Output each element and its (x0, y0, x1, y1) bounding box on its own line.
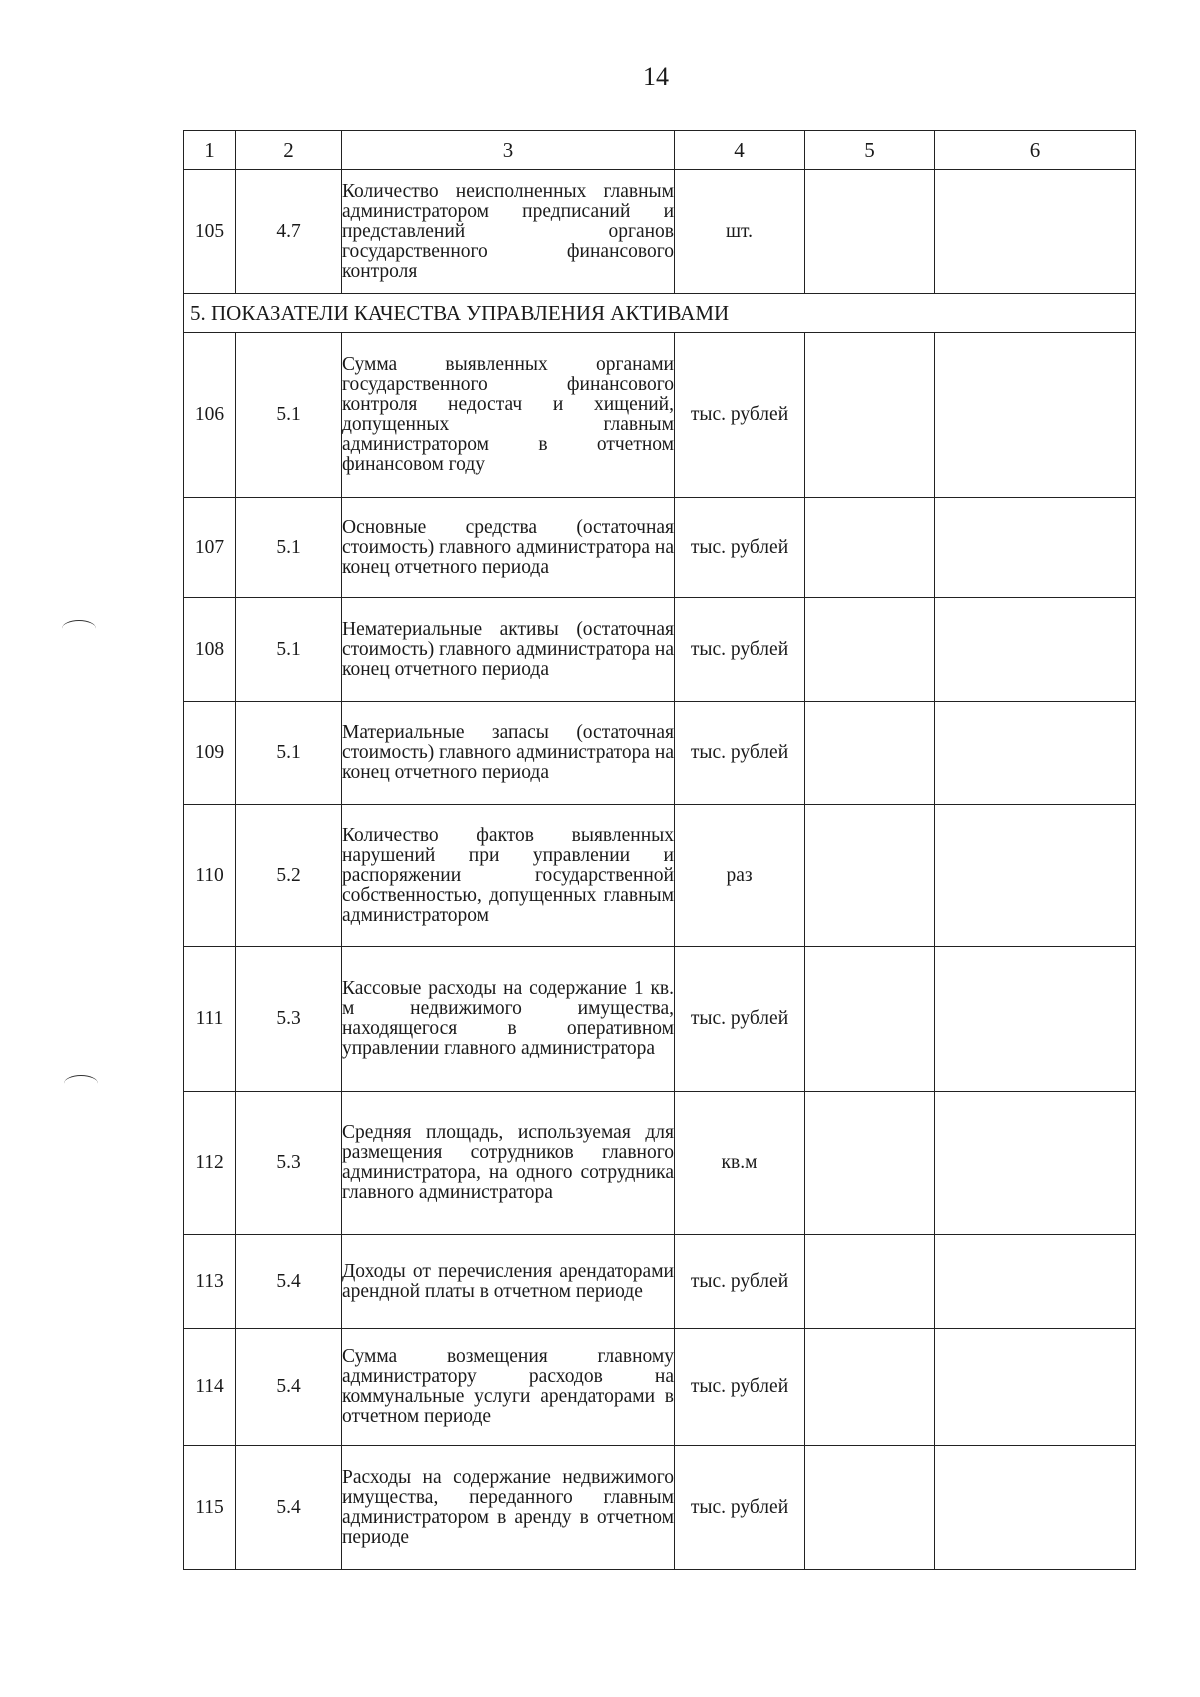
value-cell-col6 (935, 702, 1136, 805)
column-header: 5 (805, 131, 935, 170)
value-cell-col5 (805, 498, 935, 598)
table-row (184, 498, 1136, 598)
table-row (184, 1092, 1136, 1235)
value-cell-col6 (935, 1235, 1136, 1329)
row-number-cell: 106 (184, 333, 236, 498)
unit-cell: тыс. рублей (675, 333, 805, 498)
table-row (184, 333, 1136, 498)
column-header: 1 (184, 131, 236, 170)
section-heading: 5. ПОКАЗАТЕЛИ КАЧЕСТВА УПРАВЛЕНИЯ АКТИВАМИ (184, 294, 1136, 333)
row-number-cell: 113 (184, 1235, 236, 1329)
value-cell-col5 (805, 947, 935, 1092)
row-number-cell: 107 (184, 498, 236, 598)
value-cell-col6 (935, 333, 1136, 498)
value-cell-col5 (805, 333, 935, 498)
value-cell-col6 (935, 598, 1136, 702)
indicator-description-cell: Количество неисполненных главным администратором предписаний и представлений органов государственного финансового контроля (342, 170, 675, 294)
indicator-description-cell: Нематериальные активы (остаточная стоимость) главного администратора на конец отчетного периода (342, 598, 675, 702)
value-cell-col5 (805, 598, 935, 702)
indicator-code-cell: 5.4 (236, 1446, 342, 1570)
table-row (184, 170, 1136, 294)
row-number-cell: 105 (184, 170, 236, 294)
indicators-table-body (184, 131, 1136, 1570)
unit-cell: тыс. рублей (675, 1235, 805, 1329)
unit-cell: тыс. рублей (675, 598, 805, 702)
value-cell-col5 (805, 170, 935, 294)
unit-cell: тыс. рублей (675, 498, 805, 598)
row-number-cell: 109 (184, 702, 236, 805)
row-number-cell: 115 (184, 1446, 236, 1570)
table-row (184, 598, 1136, 702)
unit-cell: тыс. рублей (675, 947, 805, 1092)
indicator-code-cell: 5.1 (236, 333, 342, 498)
row-number-cell: 111 (184, 947, 236, 1092)
column-header-row (184, 131, 1136, 170)
row-number-cell: 112 (184, 1092, 236, 1235)
unit-cell: шт. (675, 170, 805, 294)
value-cell-col5 (805, 1235, 935, 1329)
binder-hole-mark-bottom (64, 1075, 98, 1092)
unit-cell: тыс. рублей (675, 1329, 805, 1446)
column-header: 3 (342, 131, 675, 170)
unit-cell: раз (675, 805, 805, 947)
indicator-code-cell: 5.4 (236, 1329, 342, 1446)
value-cell-col6 (935, 498, 1136, 598)
value-cell-col5 (805, 1092, 935, 1235)
row-number-cell: 108 (184, 598, 236, 702)
indicator-code-cell: 5.1 (236, 598, 342, 702)
value-cell-col6 (935, 947, 1136, 1092)
unit-cell: кв.м (675, 1092, 805, 1235)
indicator-code-cell: 5.1 (236, 702, 342, 805)
value-cell-col6 (935, 1092, 1136, 1235)
table-row (184, 702, 1136, 805)
section-heading-row (184, 294, 1136, 333)
indicator-description-cell: Сумма возмещения главному администратору расходов на коммунальные услуги арендаторами в отчетном периоде (342, 1329, 675, 1446)
value-cell-col5 (805, 702, 935, 805)
table-row (184, 805, 1136, 947)
value-cell-col6 (935, 170, 1136, 294)
value-cell-col5 (805, 1446, 935, 1570)
indicator-description-cell: Основные средства (остаточная стоимость) главного администратора на конец отчетного периода (342, 498, 675, 598)
indicator-description-cell: Кассовые расходы на содержание 1 кв. м недвижимого имущества, находящегося в оперативном управлении главного администратора (342, 947, 675, 1092)
indicator-code-cell: 4.7 (236, 170, 342, 294)
value-cell-col6 (935, 1446, 1136, 1570)
indicator-description-cell: Средняя площадь, используемая для размещения сотрудников главного администратора, на одного сотрудника главного администратора (342, 1092, 675, 1235)
indicator-code-cell: 5.3 (236, 1092, 342, 1235)
table-row (184, 1235, 1136, 1329)
table-row (184, 1329, 1136, 1446)
column-header: 4 (675, 131, 805, 170)
table-row (184, 1446, 1136, 1570)
value-cell-col6 (935, 1329, 1136, 1446)
indicator-description-cell: Доходы от перечисления арендаторами арендной платы в отчетном периоде (342, 1235, 675, 1329)
indicator-code-cell: 5.2 (236, 805, 342, 947)
binder-hole-mark-top (62, 620, 96, 637)
unit-cell: тыс. рублей (675, 702, 805, 805)
table-row (184, 947, 1136, 1092)
indicator-description-cell: Расходы на содержание недвижимого имущества, переданного главным администратором в аренду в отчетном периоде (342, 1446, 675, 1570)
value-cell-col5 (805, 1329, 935, 1446)
indicators-table (183, 130, 1136, 1570)
page-number: 14 (643, 62, 669, 91)
indicator-description-cell: Материальные запасы (остаточная стоимость) главного администратора на конец отчетного периода (342, 702, 675, 805)
indicator-code-cell: 5.1 (236, 498, 342, 598)
row-number-cell: 110 (184, 805, 236, 947)
indicator-description-cell: Количество фактов выявленных нарушений при управлении и распоряжении государственной собственностью, допущенных главным администратором (342, 805, 675, 947)
column-header: 2 (236, 131, 342, 170)
row-number-cell: 114 (184, 1329, 236, 1446)
column-header: 6 (935, 131, 1136, 170)
unit-cell: тыс. рублей (675, 1446, 805, 1570)
indicator-code-cell: 5.4 (236, 1235, 342, 1329)
value-cell-col5 (805, 805, 935, 947)
indicator-code-cell: 5.3 (236, 947, 342, 1092)
indicator-description-cell: Сумма выявленных органами государственного финансового контроля недостач и хищений, допущенных главным администратором в отчетном финансовом году (342, 333, 675, 498)
value-cell-col6 (935, 805, 1136, 947)
